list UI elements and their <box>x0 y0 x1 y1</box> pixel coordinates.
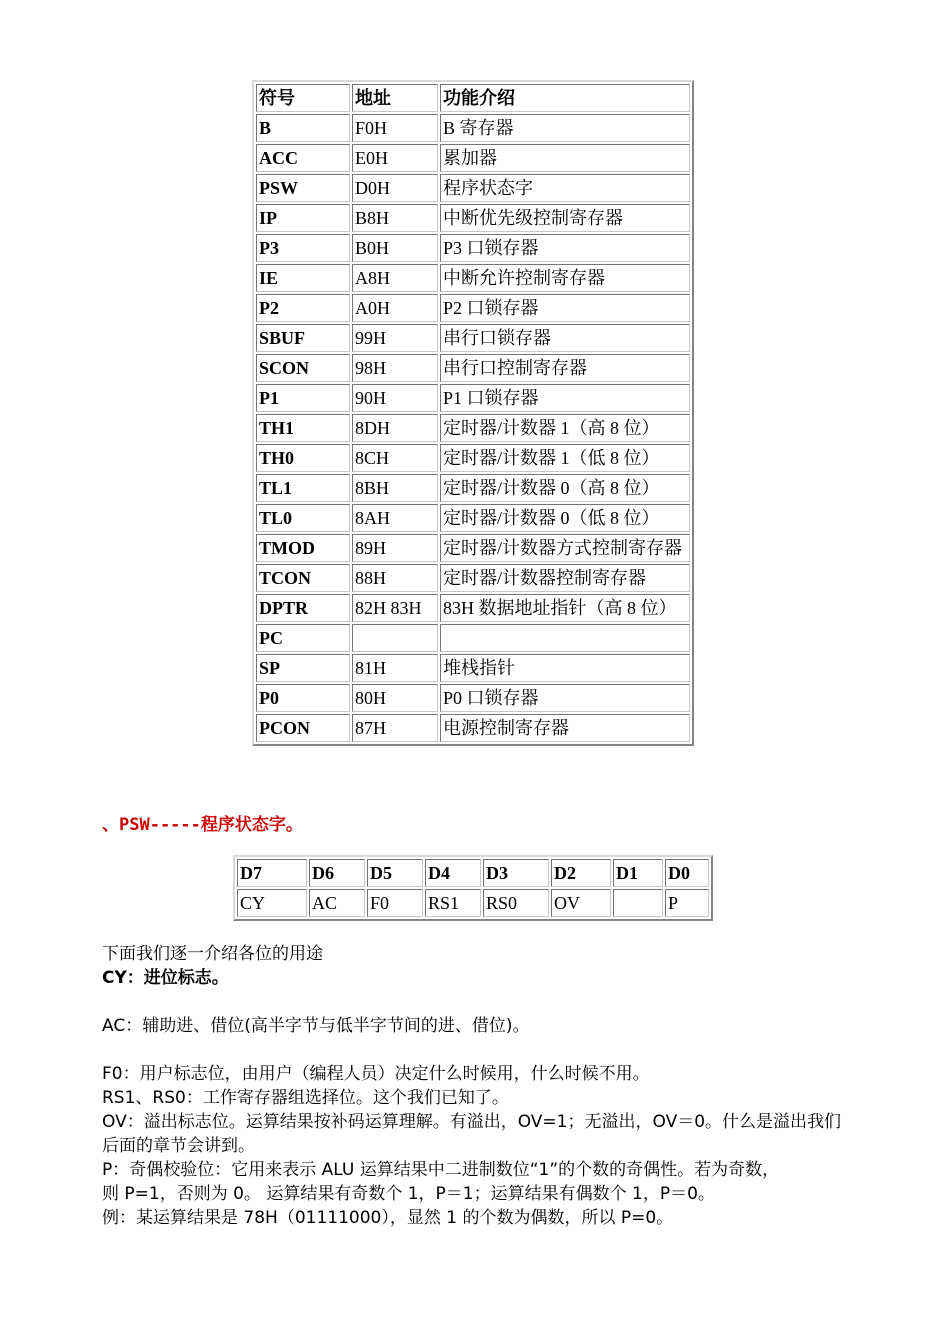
sfr-symbol-cell: TH1 <box>256 414 350 442</box>
sfr-address-cell: 8DH <box>352 414 438 442</box>
sfr-table-frame <box>252 80 694 746</box>
psw-heading: 、PSW-----程序状态字。 <box>102 815 303 835</box>
sfr-symbol-cell: SCON <box>256 354 350 382</box>
sfr-address-cell: 90H <box>352 384 438 412</box>
sfr-function-cell <box>440 624 690 652</box>
psw-flag-p: P <box>665 889 709 917</box>
sfr-symbol-cell: P2 <box>256 294 350 322</box>
sfr-row <box>256 564 690 592</box>
rs-paragraph: RS1、RS0：工作寄存器组选择位。这个我们已知了。 <box>102 1088 509 1108</box>
sfr-row <box>256 624 690 652</box>
sfr-row <box>256 384 690 412</box>
sfr-function-cell: 定时器/计数器 0（高 8 位） <box>440 474 690 502</box>
sfr-row <box>256 504 690 532</box>
sfr-row <box>256 174 690 202</box>
sfr-row <box>256 354 690 382</box>
header-address: 地址 <box>352 84 438 112</box>
psw-flag-ac: AC <box>309 889 365 917</box>
sfr-function-cell: 83H 数据地址指针（高 8 位） <box>440 594 690 622</box>
sfr-row <box>256 714 690 742</box>
sfr-function-cell: 定时器/计数器控制寄存器 <box>440 564 690 592</box>
psw-bit-d1: D1 <box>613 859 663 887</box>
sfr-address-cell: E0H <box>352 144 438 172</box>
sfr-symbol-cell: IP <box>256 204 350 232</box>
sfr-address-cell: 88H <box>352 564 438 592</box>
psw-flag-f0: F0 <box>367 889 423 917</box>
sfr-function-cell: 定时器/计数器 1（高 8 位） <box>440 414 690 442</box>
sfr-symbol-cell: SP <box>256 654 350 682</box>
sfr-function-cell: P0 口锁存器 <box>440 684 690 712</box>
sfr-row <box>256 534 690 562</box>
sfr-function-cell: P3 口锁存器 <box>440 234 690 262</box>
sfr-address-cell: 99H <box>352 324 438 352</box>
psw-table-frame <box>233 855 713 921</box>
sfr-address-cell: A8H <box>352 264 438 292</box>
sfr-address-cell: 98H <box>352 354 438 382</box>
psw-bit-d0: D0 <box>665 859 709 887</box>
sfr-symbol-cell: DPTR <box>256 594 350 622</box>
sfr-row <box>256 144 690 172</box>
psw-bit-d7: D7 <box>237 859 307 887</box>
sfr-symbol-cell: P1 <box>256 384 350 412</box>
psw-table <box>235 857 711 919</box>
f0-paragraph: F0：用户标志位，由用户（编程人员）决定什么时候用，什么时候不用。 <box>102 1064 650 1084</box>
sfr-row <box>256 264 690 292</box>
sfr-function-cell: P2 口锁存器 <box>440 294 690 322</box>
sfr-function-cell: P1 口锁存器 <box>440 384 690 412</box>
psw-bit-d2: D2 <box>551 859 611 887</box>
psw-bit-d6: D6 <box>309 859 365 887</box>
sfr-address-cell: D0H <box>352 174 438 202</box>
sfr-symbol-cell: PSW <box>256 174 350 202</box>
psw-bit-row <box>237 859 709 887</box>
sfr-function-cell: 中断允许控制寄存器 <box>440 264 690 292</box>
sfr-symbol-cell: PC <box>256 624 350 652</box>
sfr-function-cell: 累加器 <box>440 144 690 172</box>
psw-flag-cy: CY <box>237 889 307 917</box>
sfr-row <box>256 234 690 262</box>
sfr-address-cell: 87H <box>352 714 438 742</box>
example-paragraph: 例：某运算结果是 78H（01111000），显然 1 的个数为偶数，所以 P=0。 <box>102 1208 674 1228</box>
psw-flag-d1 <box>613 889 663 917</box>
psw-description <box>102 942 862 1230</box>
sfr-address-cell: 82H 83H <box>352 594 438 622</box>
intro-paragraph: 下面我们逐一介绍各位的用途 <box>102 944 323 964</box>
sfr-symbol-cell: TL0 <box>256 504 350 532</box>
sfr-symbol-cell: P0 <box>256 684 350 712</box>
sfr-header-row <box>256 84 690 112</box>
sfr-function-cell: 电源控制寄存器 <box>440 714 690 742</box>
sfr-function-cell: 定时器/计数器 0（低 8 位） <box>440 504 690 532</box>
sfr-address-cell <box>352 624 438 652</box>
ov-paragraph-line2: 后面的章节会讲到。 <box>102 1136 255 1156</box>
sfr-address-cell: 8AH <box>352 504 438 532</box>
sfr-address-cell: 89H <box>352 534 438 562</box>
sfr-symbol-cell: ACC <box>256 144 350 172</box>
sfr-function-cell: 定时器/计数器方式控制寄存器 <box>440 534 690 562</box>
sfr-symbol-cell: TCON <box>256 564 350 592</box>
cy-paragraph: CY：进位标志。 <box>102 968 229 988</box>
sfr-symbol-cell: TL1 <box>256 474 350 502</box>
psw-flag-row <box>237 889 709 917</box>
sfr-row <box>256 324 690 352</box>
sfr-row <box>256 594 690 622</box>
sfr-row <box>256 444 690 472</box>
p-paragraph-line1: P：奇偶校验位：它用来表示 ALU 运算结果中二进制数位“1”的个数的奇偶性。若为奇数， <box>102 1160 780 1180</box>
sfr-row <box>256 474 690 502</box>
psw-flag-rs0: RS0 <box>483 889 549 917</box>
sfr-address-cell: 8CH <box>352 444 438 472</box>
header-function: 功能介绍 <box>440 84 690 112</box>
sfr-function-cell: 中断优先级控制寄存器 <box>440 204 690 232</box>
sfr-row <box>256 684 690 712</box>
header-symbol: 符号 <box>256 84 350 112</box>
sfr-address-cell: F0H <box>352 114 438 142</box>
sfr-address-cell: B8H <box>352 204 438 232</box>
sfr-symbol-cell: P3 <box>256 234 350 262</box>
sfr-address-cell: A0H <box>352 294 438 322</box>
sfr-address-cell: 81H <box>352 654 438 682</box>
sfr-function-cell: 定时器/计数器 1（低 8 位） <box>440 444 690 472</box>
sfr-row <box>256 414 690 442</box>
sfr-symbol-cell: IE <box>256 264 350 292</box>
sfr-symbol-cell: PCON <box>256 714 350 742</box>
p-paragraph-line2: 则 P=1，否则为 0。 运算结果有奇数个 1，P＝1；运算结果有偶数个 1，P＝0。 <box>102 1184 715 1204</box>
sfr-row <box>256 114 690 142</box>
psw-flag-ov: OV <box>551 889 611 917</box>
psw-bit-d5: D5 <box>367 859 423 887</box>
sfr-address-cell: 80H <box>352 684 438 712</box>
sfr-row <box>256 204 690 232</box>
psw-bit-d3: D3 <box>483 859 549 887</box>
sfr-function-cell: 串行口锁存器 <box>440 324 690 352</box>
sfr-symbol-cell: SBUF <box>256 324 350 352</box>
psw-flag-rs1: RS1 <box>425 889 481 917</box>
sfr-row <box>256 654 690 682</box>
ac-paragraph: AC：辅助进、借位(高半字节与低半字节间的进、借位)。 <box>102 1016 530 1036</box>
sfr-row <box>256 294 690 322</box>
sfr-symbol-cell: TMOD <box>256 534 350 562</box>
sfr-function-cell: 堆栈指针 <box>440 654 690 682</box>
sfr-address-cell: 8BH <box>352 474 438 502</box>
sfr-table <box>254 82 692 744</box>
sfr-function-cell: 串行口控制寄存器 <box>440 354 690 382</box>
sfr-address-cell: B0H <box>352 234 438 262</box>
sfr-symbol-cell: B <box>256 114 350 142</box>
sfr-symbol-cell: TH0 <box>256 444 350 472</box>
psw-bit-d4: D4 <box>425 859 481 887</box>
sfr-function-cell: 程序状态字 <box>440 174 690 202</box>
sfr-function-cell: B 寄存器 <box>440 114 690 142</box>
ov-paragraph-line1: OV：溢出标志位。运算结果按补码运算理解。有溢出，OV=1；无溢出，OV＝0。什么是溢出我们 <box>102 1112 842 1132</box>
